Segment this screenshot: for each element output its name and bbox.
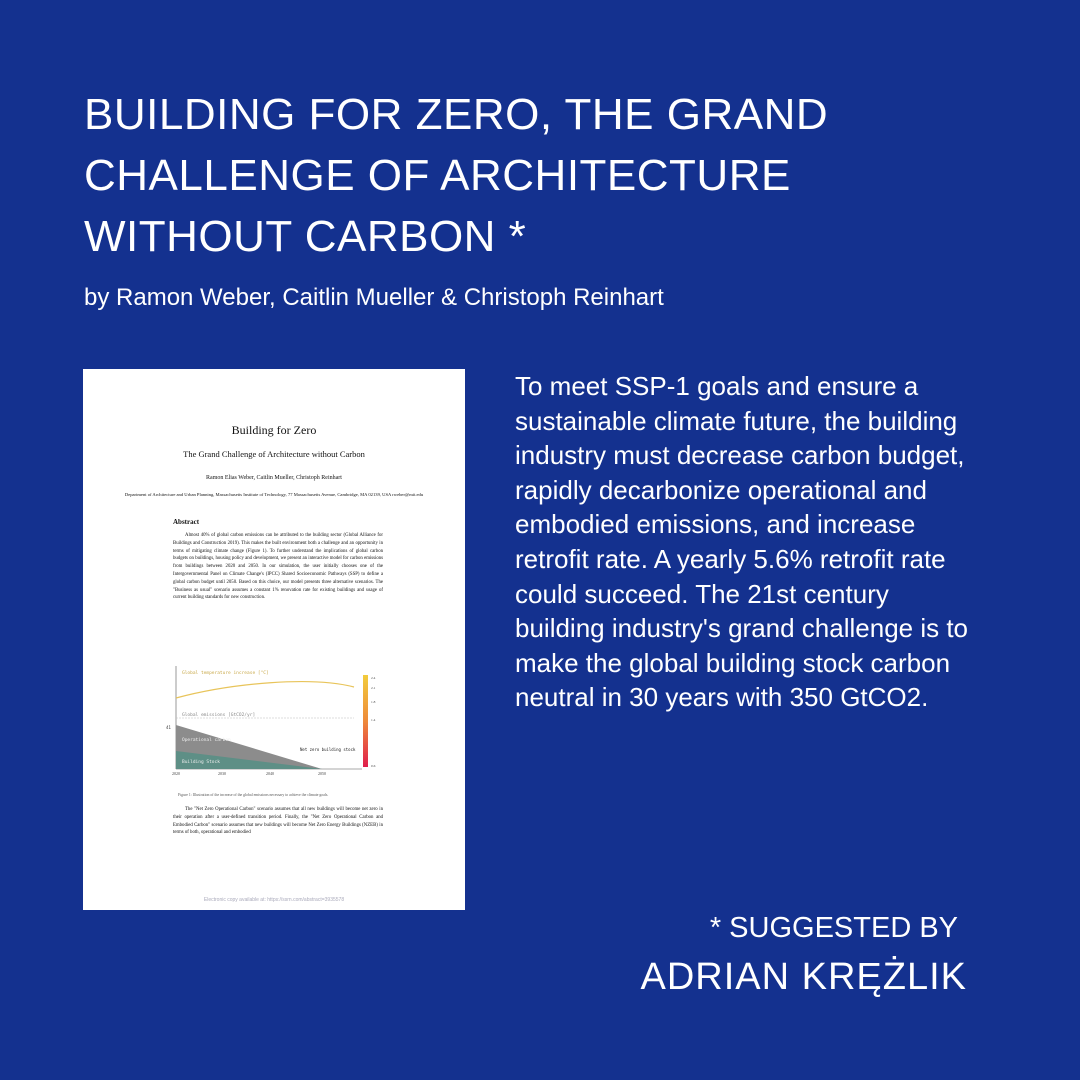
- figure-x-tick: 2020: [172, 771, 180, 776]
- figure-x-tick: 2050: [318, 771, 326, 776]
- paper-footer: Electronic copy available at: https://ssrn.com/abstract=3935578: [203, 897, 345, 903]
- figure-label-net-zero: Net zero building stock: [300, 747, 356, 752]
- suggester-name: ADRIAN KRĘŻLIK: [640, 956, 967, 998]
- paper-thumbnail: [83, 369, 465, 910]
- paper-body: The "Net Zero Operational Carbon" scenario assumes that all new buildings will become net zero in their operation after a user-defined transition period. Finally, the "Net Zero Operational Carbon and Embodied Carbon" scenario assumes that new buildings will become Net Zero Energy Buildings (NZEB) in terms of both, operational and embodied: [173, 807, 383, 836]
- paper-subtitle: The Grand Challenge of Architecture without Carbon: [183, 449, 365, 459]
- figure-label-stock: Building Stock: [182, 760, 220, 765]
- paper-abstract-heading: Abstract: [173, 518, 200, 526]
- figure-scale-tick: 1.8: [371, 700, 376, 704]
- figure-y-label: 41: [166, 725, 172, 730]
- paper-affiliation: Department of Architecture and Urban Planning, Massachusetts Institute of Technology, 77 Massachusetts Avenue, Cambridge, MA 02139, USA rweber@mit.edu: [124, 492, 424, 497]
- figure-label-band: Operational carbon: [182, 738, 231, 743]
- figure-x-tick: 2030: [218, 771, 226, 776]
- summary-text: To meet SSP-1 goals and ensure a sustainable climate future, the building industry must decrease carbon budget, rapidly decarbonize operational and embodied emissions, and increase retrofit rate. A yearly 5.6% retrofit rate could succeed. The 21st century building industry's grand challenge is to make the global building stock carbon neutral in 30 years with 350 GtCO2.: [515, 371, 969, 713]
- figure-scale-tick: 0.6: [371, 764, 376, 768]
- figure-label-top: Global temperature increase [°C]: [182, 671, 269, 676]
- paper-figure: [166, 661, 382, 786]
- paper-abstract: Almost 40% of global carbon emissions can be attributed to the building sector (Global Alliance for Buildings and Construction 2019). This makes the built environment both a challenge and an opportunity in terms of mitigating climate change (Figure 1). To further understand the implications of global carbon budgets on buildings, housing policy and development, we present an interactive model for carbon emissions from buildings between 2020 and 2050. In our simulation, the user initially chooses one of the Intergovernmental Panel on Climate Change's (IPCC) Shared Socioeconomic Pathways (SSP) to define a global carbon budget until 2050. Based on this choice, our model presents three alternative scenarios. The "Business as usual" scenario assumes a constant 1% renovation rate for existing buildings and usage of current building standards for new construction.: [173, 533, 383, 601]
- post-title: BUILDING FOR ZERO, THE GRAND CHALLENGE OF ARCHITECTURE WITHOUT CARBON *: [84, 90, 829, 261]
- suggested-by-label: * SUGGESTED BY: [709, 912, 958, 944]
- paper-figure-caption: Figure 1: Illustration of the increase of the global emissions necessary to achieve the climate goals.: [178, 793, 329, 797]
- figure-x-tick: 2040: [266, 771, 274, 776]
- figure-scale-tick: 2.1: [371, 686, 376, 690]
- figure-scale-tick: 1.4: [371, 718, 376, 722]
- paper-title: Building for Zero: [231, 423, 317, 437]
- paper-authors: Ramon Elias Weber, Caitlin Mueller, Christoph Reinhart: [206, 475, 342, 481]
- post-authors: by Ramon Weber, Caitlin Mueller & Christoph Reinhart: [84, 284, 664, 311]
- figure-scale-tick: 2.4: [371, 676, 376, 680]
- figure-label-mid: Global emissions [GtCO2/yr]: [182, 713, 256, 718]
